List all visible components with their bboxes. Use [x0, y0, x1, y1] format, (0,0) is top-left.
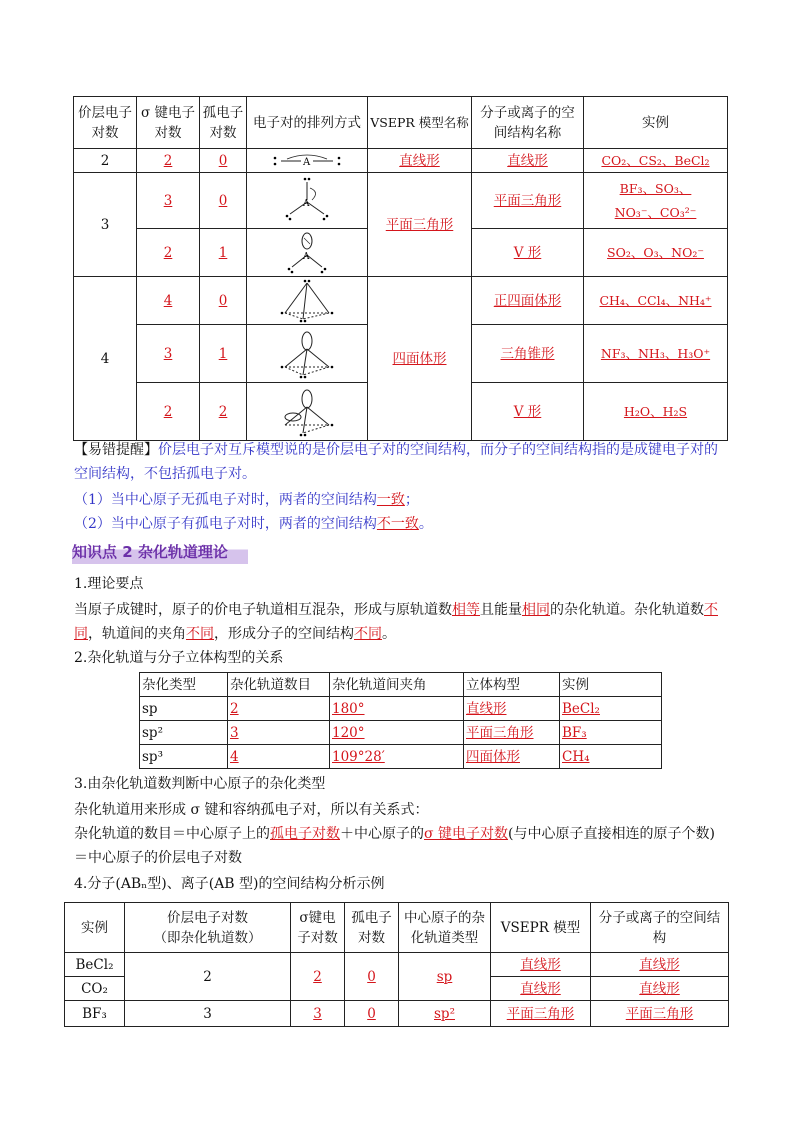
cell-vsepr: 直线形: [399, 152, 440, 169]
svg-text:A: A: [303, 156, 311, 168]
tip-label: 【易错提醒】: [74, 442, 158, 458]
cell-example: NF₃、NH₃、H₃O⁺: [600, 345, 711, 361]
table-row: [74, 173, 728, 229]
section-heading: 知识点 2 杂化轨道理论: [72, 540, 248, 564]
cell-lone: 1: [218, 244, 228, 261]
header-cell: 分子或离子的空 间结构名称: [472, 97, 584, 149]
judge-line-3: ＝中心原子的价层电子对数: [74, 850, 242, 866]
cell-sigma: 2: [163, 403, 173, 420]
cell-shape: 正四面体形: [493, 292, 562, 309]
linear-diagram: [247, 149, 368, 173]
header-cell: 孤电子 对数: [200, 97, 247, 149]
trigonal-pyramidal-diagram: [247, 325, 368, 383]
cell-shape: V 形: [513, 244, 542, 261]
cell-example: CO₂、CS₂、BeCl₂: [601, 152, 710, 168]
cell-shape: V 形: [513, 403, 542, 420]
header-cell: σ 键电子 对数: [137, 97, 200, 149]
tip-paragraph: 【易错提醒】价层电子对互斥模型说的是价层电子对的空间结构，而分子的空间结构指的是成键电子对的: [74, 442, 718, 458]
cell-shape: 平面三角形: [493, 192, 562, 209]
theory-text-2: 同，轨道间的夹角不同，形成分子的空间结构不同。: [74, 626, 396, 642]
svg-text:A: A: [303, 198, 310, 209]
cell-example: CH₄、CCl₄、NH₄⁺: [599, 292, 712, 308]
table-header: 杂化类型 杂化轨道数目 杂化轨道间夹角 立体构型 实例: [140, 673, 662, 697]
theory-text: 当原子成键时，原子的价电子轨道相互混杂，形成与原轨道数相等且能量相同的杂化轨道。杂化轨道数不: [74, 602, 718, 618]
table-row: sp² 3 120° 平面三角形 BF₃: [140, 721, 662, 745]
cell-shape: 三角锥形: [500, 345, 555, 362]
header-cell: 实例: [584, 97, 728, 149]
header-cell: 价层电子 对数: [74, 97, 137, 149]
cell-vp: 3: [74, 173, 137, 277]
tip-line2: 空间结构，不包括孤电子对。: [74, 466, 256, 482]
cell-vp: 2: [74, 149, 137, 173]
cell-lone: 0: [218, 192, 228, 209]
table-row: BeCl₂ 2 2 0 sp 直线形 直线形: [65, 953, 729, 977]
cell-sigma: 3: [163, 345, 173, 362]
cell-vsepr: 四面体形: [392, 350, 447, 367]
cell-vp: 4: [74, 277, 137, 441]
vsepr-table: [73, 96, 728, 441]
subheading-3: 3.由杂化轨道数判断中心原子的杂化类型: [74, 776, 326, 792]
table-row: [74, 149, 728, 173]
table-row: BF₃ 3 3 0 sp² 平面三角形 平面三角形: [65, 1001, 729, 1027]
svg-text:A: A: [303, 251, 310, 262]
table-row: CO₂ 直线形 直线形: [65, 977, 729, 1001]
table-row: sp³ 4 109°28′ 四面体形 CH₄: [140, 745, 662, 769]
cell-sigma: 4: [163, 292, 173, 309]
bent-diagram: [247, 229, 368, 277]
subheading-1: 1.理论要点: [74, 576, 144, 592]
judge-line-2: 杂化轨道的数目＝中心原子上的孤电子对数＋中心原子的σ 键电子对数(与中心原子直接相连的原子个数): [74, 826, 715, 842]
tip-point-1: （1）当中心原子无孤电子对时，两者的空间结构一致；: [74, 492, 419, 508]
judge-line-1: 杂化轨道用来形成 σ 键和容纳孤电子对，所以有关系式：: [74, 802, 429, 818]
subheading-4: 4.分子(ABₙ型)、离子(AB 型)的空间结构分析示例: [74, 876, 385, 892]
trigonal-planar-diagram: [247, 173, 368, 229]
cell-sigma: 2: [163, 152, 173, 169]
cell-example: H₂O、H₂S: [623, 403, 688, 419]
cell-lone: 1: [218, 345, 228, 362]
cell-sigma: 3: [163, 192, 173, 209]
cell-example: SO₂、O₃、NO₂⁻: [607, 244, 704, 260]
table-row: [74, 277, 728, 325]
cell-lone: 2: [218, 403, 228, 420]
structure-table: [64, 902, 729, 1027]
table-header: [74, 97, 728, 149]
hybrid-table: [139, 672, 662, 769]
tip-point-2: （2）当中心原子有孤电子对时，两者的空间结构不一致。: [74, 516, 433, 532]
tetrahedral-diagram: [247, 277, 368, 325]
cell-lone: 0: [218, 152, 228, 169]
cell-sigma: 2: [163, 244, 173, 261]
header-cell: VSEPR 模型名称: [368, 97, 472, 149]
bent-tetrahedral-diagram: [247, 383, 368, 441]
table-header: 实例 价层电子对数 （即杂化轨道数） σ键电 子对数 孤电子 对数 中心原子的杂 化轨道类型 VSEPR 模型 分子或离子的空间结 构: [65, 903, 729, 953]
cell-lone: 0: [218, 292, 228, 309]
table-row: sp 2 180° 直线形 BeCl₂: [140, 697, 662, 721]
cell-shape: 直线形: [507, 152, 548, 169]
header-cell: 电子对的排列方式: [247, 97, 368, 149]
cell-example: BF₃、SO₃、 NO₃⁻、CO₃²⁻: [584, 173, 728, 229]
cell-vsepr: 平面三角形: [385, 216, 454, 233]
subheading-2: 2.杂化轨道与分子立体构型的关系: [74, 650, 284, 666]
